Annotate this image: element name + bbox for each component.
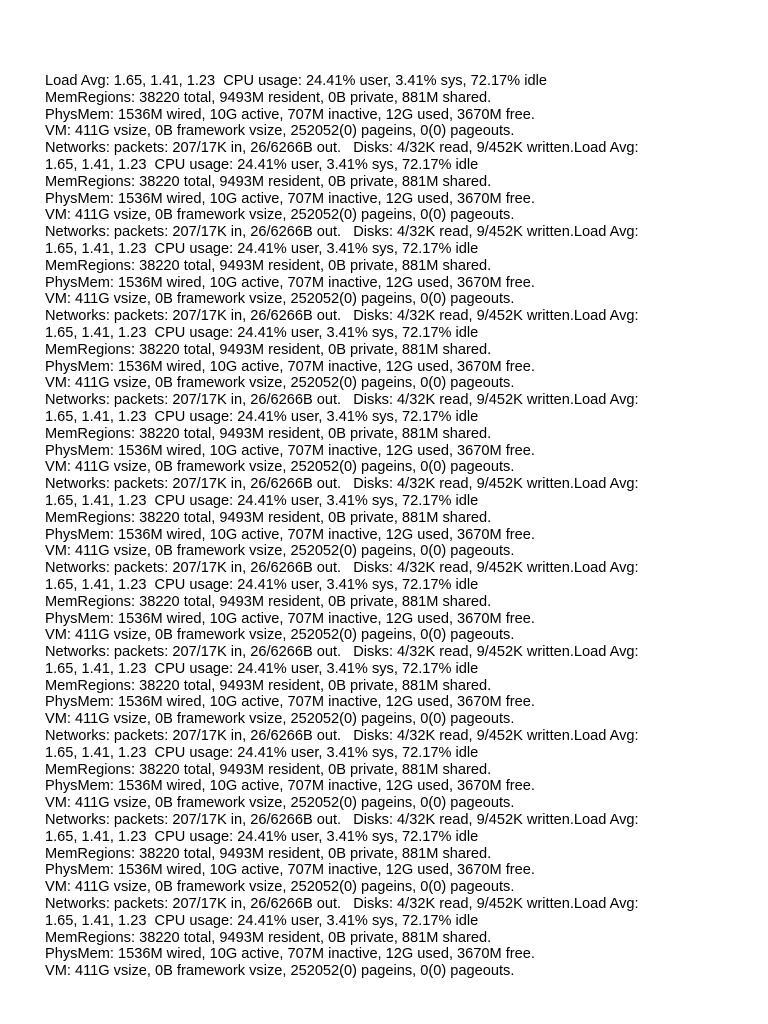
text-line: VM: 411G vsize, 0B framework vsize, 252052(0) pageins, 0(0) pageouts. [45, 963, 515, 980]
text-line: VM: 411G vsize, 0B framework vsize, 252052(0) pageins, 0(0) pageouts. [45, 879, 515, 896]
document-body [45, 73, 735, 980]
text-line: Networks: packets: 207/17K in, 26/6266B out. Disks: 4/32K read, 9/452K written.Load Avg: [45, 224, 639, 241]
text-line: MemRegions: 38220 total, 9493M resident, 0B private, 881M shared. [45, 173, 492, 190]
text-line: 1.65, 1.41, 1.23 CPU usage: 24.41% user, 3.41% sys, 72.17% idle [45, 744, 479, 761]
text-line: MemRegions: 38220 total, 9493M resident, 0B private, 881M shared. [45, 509, 492, 526]
text-line: 1.65, 1.41, 1.23 CPU usage: 24.41% user, 3.41% sys, 72.17% idle [45, 156, 479, 173]
text-line: PhysMem: 1536M wired, 10G active, 707M inactive, 12G used, 3670M free. [45, 610, 535, 627]
text-line: Networks: packets: 207/17K in, 26/6266B out. Disks: 4/32K read, 9/452K written.Load Avg: [45, 476, 639, 493]
text-line: VM: 411G vsize, 0B framework vsize, 252052(0) pageins, 0(0) pageouts. [45, 291, 515, 308]
text-line: 1.65, 1.41, 1.23 CPU usage: 24.41% user, 3.41% sys, 72.17% idle [45, 828, 479, 845]
text-line: MemRegions: 38220 total, 9493M resident, 0B private, 881M shared. [45, 89, 492, 106]
text-line: Networks: packets: 207/17K in, 26/6266B out. Disks: 4/32K read, 9/452K written.Load Avg: [45, 140, 639, 157]
text-line: Networks: packets: 207/17K in, 26/6266B out. Disks: 4/32K read, 9/452K written.Load Avg: [45, 560, 639, 577]
text-line: PhysMem: 1536M wired, 10G active, 707M inactive, 12G used, 3670M free. [45, 694, 535, 711]
text-line: VM: 411G vsize, 0B framework vsize, 252052(0) pageins, 0(0) pageouts. [45, 627, 515, 644]
text-line: PhysMem: 1536M wired, 10G active, 707M inactive, 12G used, 3670M free. [45, 106, 535, 123]
text-line: PhysMem: 1536M wired, 10G active, 707M inactive, 12G used, 3670M free. [45, 274, 535, 291]
text-line: VM: 411G vsize, 0B framework vsize, 252052(0) pageins, 0(0) pageouts. [45, 123, 515, 140]
text-line: VM: 411G vsize, 0B framework vsize, 252052(0) pageins, 0(0) pageouts. [45, 711, 515, 728]
text-line: VM: 411G vsize, 0B framework vsize, 252052(0) pageins, 0(0) pageouts. [45, 543, 515, 560]
text-line: VM: 411G vsize, 0B framework vsize, 252052(0) pageins, 0(0) pageouts. [45, 795, 515, 812]
text-line: MemRegions: 38220 total, 9493M resident, 0B private, 881M shared. [45, 425, 492, 442]
text-line: MemRegions: 38220 total, 9493M resident, 0B private, 881M shared. [45, 845, 492, 862]
text-line: MemRegions: 38220 total, 9493M resident, 0B private, 881M shared. [45, 593, 492, 610]
text-line: MemRegions: 38220 total, 9493M resident, 0B private, 881M shared. [45, 929, 492, 946]
text-line: Networks: packets: 207/17K in, 26/6266B out. Disks: 4/32K read, 9/452K written.Load Avg: [45, 392, 639, 409]
text-line: 1.65, 1.41, 1.23 CPU usage: 24.41% user, 3.41% sys, 72.17% idle [45, 240, 479, 257]
text-line: Networks: packets: 207/17K in, 26/6266B out. Disks: 4/32K read, 9/452K written.Load Avg: [45, 644, 639, 661]
text-line: VM: 411G vsize, 0B framework vsize, 252052(0) pageins, 0(0) pageouts. [45, 459, 515, 476]
text-line: 1.65, 1.41, 1.23 CPU usage: 24.41% user, 3.41% sys, 72.17% idle [45, 660, 479, 677]
text-line: PhysMem: 1536M wired, 10G active, 707M inactive, 12G used, 3670M free. [45, 946, 535, 963]
text-line: MemRegions: 38220 total, 9493M resident, 0B private, 881M shared. [45, 257, 492, 274]
text-line: PhysMem: 1536M wired, 10G active, 707M inactive, 12G used, 3670M free. [45, 862, 535, 879]
text-line: PhysMem: 1536M wired, 10G active, 707M inactive, 12G used, 3670M free. [45, 442, 535, 459]
text-line: 1.65, 1.41, 1.23 CPU usage: 24.41% user, 3.41% sys, 72.17% idle [45, 576, 479, 593]
text-line: Networks: packets: 207/17K in, 26/6266B out. Disks: 4/32K read, 9/452K written.Load Avg: [45, 308, 639, 325]
text-line: MemRegions: 38220 total, 9493M resident, 0B private, 881M shared. [45, 677, 492, 694]
text-line: Networks: packets: 207/17K in, 26/6266B out. Disks: 4/32K read, 9/452K written.Load Avg: [45, 896, 639, 913]
text-line: Networks: packets: 207/17K in, 26/6266B out. Disks: 4/32K read, 9/452K written.Load Avg: [45, 812, 639, 829]
text-line: 1.65, 1.41, 1.23 CPU usage: 24.41% user, 3.41% sys, 72.17% idle [45, 912, 479, 929]
text-line: PhysMem: 1536M wired, 10G active, 707M inactive, 12G used, 3670M free. [45, 190, 535, 207]
text-line: Networks: packets: 207/17K in, 26/6266B out. Disks: 4/32K read, 9/452K written.Load Avg: [45, 728, 639, 745]
text-line: Load Avg: 1.65, 1.41, 1.23 CPU usage: 24.41% user, 3.41% sys, 72.17% idle [45, 73, 547, 89]
text-line: 1.65, 1.41, 1.23 CPU usage: 24.41% user, 3.41% sys, 72.17% idle [45, 324, 479, 341]
text-line: 1.65, 1.41, 1.23 CPU usage: 24.41% user, 3.41% sys, 72.17% idle [45, 408, 479, 425]
text-line: MemRegions: 38220 total, 9493M resident, 0B private, 881M shared. [45, 341, 492, 358]
text-line: PhysMem: 1536M wired, 10G active, 707M inactive, 12G used, 3670M free. [45, 358, 535, 375]
text-line: PhysMem: 1536M wired, 10G active, 707M inactive, 12G used, 3670M free. [45, 778, 535, 795]
text-line: 1.65, 1.41, 1.23 CPU usage: 24.41% user, 3.41% sys, 72.17% idle [45, 492, 479, 509]
text-line: VM: 411G vsize, 0B framework vsize, 252052(0) pageins, 0(0) pageouts. [45, 207, 515, 224]
text-line: VM: 411G vsize, 0B framework vsize, 252052(0) pageins, 0(0) pageouts. [45, 375, 515, 392]
text-line: MemRegions: 38220 total, 9493M resident, 0B private, 881M shared. [45, 761, 492, 778]
text-line: PhysMem: 1536M wired, 10G active, 707M inactive, 12G used, 3670M free. [45, 526, 535, 543]
